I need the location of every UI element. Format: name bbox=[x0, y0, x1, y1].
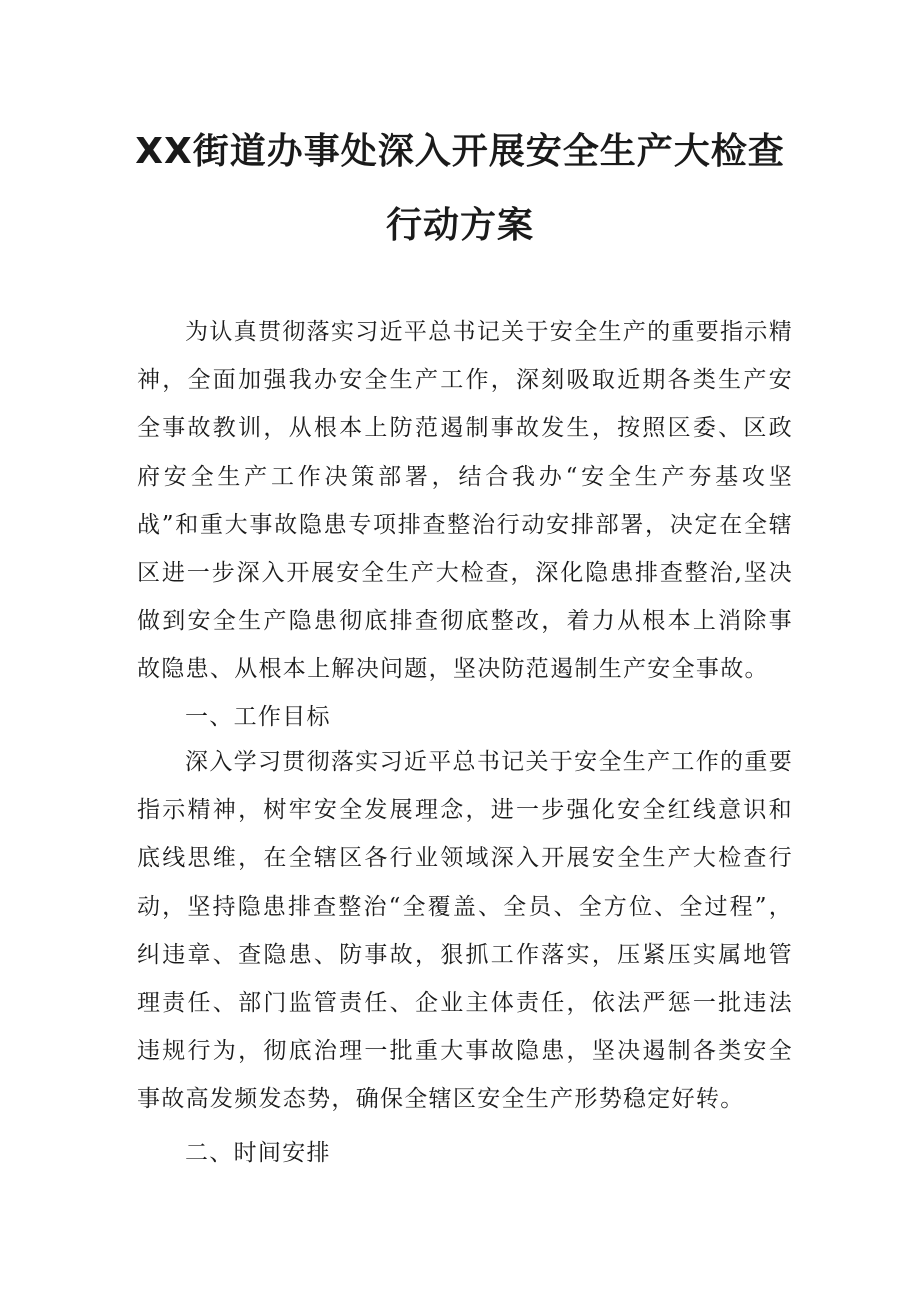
document-title-line-2: 行动方案 bbox=[385, 205, 534, 246]
intro-paragraph: 为认真贯彻落实习近平总书记关于安全生产的重要指示精神，全面加强我办安全生产工作，深刻吸取近期各类生产安全事故教训，从根本上防范遏制事故发生，按照区委、区政府安全生产工作决策部署，结合我办“安全生产夯基攻坚战”和重大事故隐患专项排查整治行动安排部署，决定在全辖区进一步深入开展安全生产大检查，深化隐患排查整治,坚决做到安全生产隐患彻底排查彻底整改，着力从根本上消除事故隐患、从根本上解决问题，坚决防范遏制生产安全事故。 bbox=[137, 319, 793, 683]
work-goals-paragraph: 深入学习贯彻落实习近平总书记关于安全生产工作的重要指示精神，树牢安全发展理念，进一步强化安全红线意识和底线思维，在全辖区各行业领域深入开展安全生产大检查行动，坚持隐患排查整治“全覆盖、全员、全方位、全过程”，纠违章、查隐患、防事故，狠抓工作落实，压紧压实属地管理责任、部门监管责任、企业主体责任，依法严惩一批违法违规行为，彻底治理一批重大事故隐患，坚决遏制各类安全事故高发频发态势，确保全辖区安全生产形势稳定好转。 bbox=[137, 749, 793, 1113]
section-heading-work-goals: 一、工作目标 bbox=[185, 704, 331, 730]
section-heading-schedule: 二、时间安排 bbox=[185, 1140, 331, 1166]
document-title-line-1: XX街道办事处深入开展安全生产大检查 bbox=[135, 131, 785, 172]
